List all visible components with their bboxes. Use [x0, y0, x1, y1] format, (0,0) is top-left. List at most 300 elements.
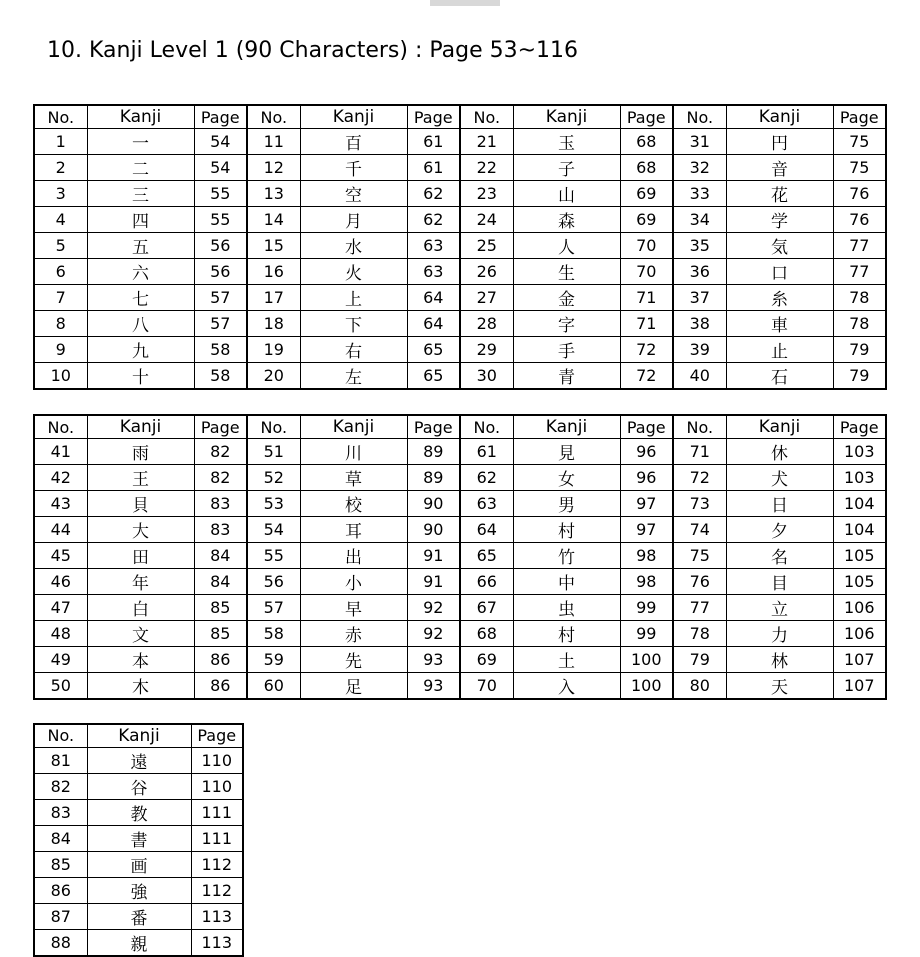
kanji-page: 65	[407, 363, 460, 390]
kanji-number: 5	[34, 233, 87, 259]
table-row	[34, 491, 886, 517]
kanji-number: 71	[673, 439, 726, 465]
kanji-page: 105	[833, 569, 886, 595]
kanji-character: 七	[87, 285, 194, 311]
kanji-number: 52	[247, 465, 300, 491]
kanji-page: 103	[833, 465, 886, 491]
kanji-page: 84	[194, 543, 247, 569]
kanji-character: 足	[300, 673, 407, 700]
kanji-character: 出	[300, 543, 407, 569]
kanji-number: 62	[460, 465, 513, 491]
kanji-page: 58	[194, 363, 247, 390]
kanji-number: 54	[247, 517, 300, 543]
header-row	[34, 105, 886, 129]
kanji-number: 80	[673, 673, 726, 700]
kanji-character: 気	[726, 233, 833, 259]
kanji-character: 八	[87, 311, 194, 337]
kanji-number: 65	[460, 543, 513, 569]
kanji-page: 89	[407, 439, 460, 465]
kanji-number: 16	[247, 259, 300, 285]
kanji-page: 76	[833, 181, 886, 207]
kanji-number: 70	[460, 673, 513, 700]
kanji-number: 84	[34, 825, 87, 851]
col-header-no: No.	[34, 724, 87, 747]
table-row	[34, 233, 886, 259]
kanji-character: 草	[300, 465, 407, 491]
kanji-number: 6	[34, 259, 87, 285]
kanji-character: 村	[513, 621, 620, 647]
kanji-number: 23	[460, 181, 513, 207]
kanji-number: 58	[247, 621, 300, 647]
table-row	[34, 647, 886, 673]
kanji-character: 木	[87, 673, 194, 700]
kanji-character: 立	[726, 595, 833, 621]
kanji-page: 104	[833, 517, 886, 543]
kanji-character: 強	[87, 877, 191, 903]
kanji-number: 88	[34, 929, 87, 956]
kanji-page: 79	[833, 337, 886, 363]
table-row	[34, 337, 886, 363]
kanji-character: 番	[87, 903, 191, 929]
kanji-number: 59	[247, 647, 300, 673]
kanji-number: 53	[247, 491, 300, 517]
kanji-character: 犬	[726, 465, 833, 491]
kanji-table-2	[33, 414, 887, 700]
kanji-character: 百	[300, 129, 407, 155]
col-header-page: Page	[191, 724, 243, 747]
kanji-character: 年	[87, 569, 194, 595]
kanji-page: 77	[833, 233, 886, 259]
kanji-page: 65	[407, 337, 460, 363]
kanji-page: 103	[833, 439, 886, 465]
kanji-character: 字	[513, 311, 620, 337]
kanji-page: 99	[620, 621, 673, 647]
kanji-page: 57	[194, 285, 247, 311]
kanji-number: 18	[247, 311, 300, 337]
table-row	[34, 517, 886, 543]
kanji-table-3	[33, 723, 244, 957]
table-row	[34, 155, 886, 181]
table-row	[34, 129, 886, 155]
kanji-page: 83	[194, 517, 247, 543]
kanji-number: 73	[673, 491, 726, 517]
kanji-number: 57	[247, 595, 300, 621]
kanji-page: 61	[407, 155, 460, 181]
col-header-no: No.	[247, 105, 300, 129]
kanji-page: 63	[407, 259, 460, 285]
kanji-character: 月	[300, 207, 407, 233]
kanji-page: 75	[833, 129, 886, 155]
kanji-page: 90	[407, 491, 460, 517]
kanji-character: 子	[513, 155, 620, 181]
kanji-character: 千	[300, 155, 407, 181]
table-row	[34, 543, 886, 569]
kanji-character: 早	[300, 595, 407, 621]
kanji-number: 31	[673, 129, 726, 155]
kanji-character: 天	[726, 673, 833, 700]
kanji-page: 75	[833, 155, 886, 181]
kanji-number: 30	[460, 363, 513, 390]
col-header-page: Page	[194, 105, 247, 129]
kanji-number: 51	[247, 439, 300, 465]
kanji-number: 82	[34, 773, 87, 799]
kanji-character: 糸	[726, 285, 833, 311]
kanji-number: 79	[673, 647, 726, 673]
col-header-page: Page	[620, 415, 673, 439]
kanji-number: 7	[34, 285, 87, 311]
kanji-number: 48	[34, 621, 87, 647]
kanji-page: 83	[194, 491, 247, 517]
kanji-character: 力	[726, 621, 833, 647]
kanji-number: 66	[460, 569, 513, 595]
kanji-page: 96	[620, 439, 673, 465]
kanji-page: 113	[191, 929, 243, 956]
col-header-page: Page	[833, 105, 886, 129]
kanji-number: 4	[34, 207, 87, 233]
kanji-number: 11	[247, 129, 300, 155]
table-row	[34, 929, 243, 956]
kanji-page: 64	[407, 311, 460, 337]
kanji-character: 雨	[87, 439, 194, 465]
kanji-number: 24	[460, 207, 513, 233]
col-header-kanji: Kanji	[300, 415, 407, 439]
table-row	[34, 673, 886, 700]
kanji-page: 104	[833, 491, 886, 517]
kanji-page: 107	[833, 647, 886, 673]
kanji-page: 100	[620, 647, 673, 673]
kanji-character: 校	[300, 491, 407, 517]
kanji-number: 74	[673, 517, 726, 543]
kanji-character: 生	[513, 259, 620, 285]
kanji-number: 47	[34, 595, 87, 621]
kanji-page: 76	[833, 207, 886, 233]
kanji-page: 111	[191, 799, 243, 825]
kanji-character: 一	[87, 129, 194, 155]
kanji-number: 64	[460, 517, 513, 543]
kanji-page: 72	[620, 337, 673, 363]
kanji-page: 86	[194, 673, 247, 700]
kanji-page: 92	[407, 595, 460, 621]
kanji-number: 45	[34, 543, 87, 569]
kanji-page: 92	[407, 621, 460, 647]
kanji-number: 17	[247, 285, 300, 311]
kanji-page: 106	[833, 595, 886, 621]
kanji-page: 84	[194, 569, 247, 595]
kanji-page: 86	[194, 647, 247, 673]
kanji-page: 56	[194, 233, 247, 259]
kanji-page: 107	[833, 673, 886, 700]
kanji-character: 虫	[513, 595, 620, 621]
kanji-page: 93	[407, 647, 460, 673]
col-header-kanji: Kanji	[513, 105, 620, 129]
kanji-character: 車	[726, 311, 833, 337]
kanji-character: 目	[726, 569, 833, 595]
kanji-number: 38	[673, 311, 726, 337]
kanji-character: 止	[726, 337, 833, 363]
kanji-character: 六	[87, 259, 194, 285]
kanji-page: 63	[407, 233, 460, 259]
col-header-kanji: Kanji	[513, 415, 620, 439]
kanji-character: 耳	[300, 517, 407, 543]
kanji-page: 72	[620, 363, 673, 390]
kanji-number: 61	[460, 439, 513, 465]
kanji-number: 41	[34, 439, 87, 465]
col-header-no: No.	[460, 415, 513, 439]
col-header-no: No.	[247, 415, 300, 439]
kanji-number: 63	[460, 491, 513, 517]
kanji-number: 28	[460, 311, 513, 337]
kanji-number: 36	[673, 259, 726, 285]
kanji-character: 田	[87, 543, 194, 569]
kanji-character: 文	[87, 621, 194, 647]
kanji-character: 山	[513, 181, 620, 207]
kanji-number: 1	[34, 129, 87, 155]
kanji-character: 画	[87, 851, 191, 877]
table-row	[34, 877, 243, 903]
kanji-character: 水	[300, 233, 407, 259]
kanji-number: 60	[247, 673, 300, 700]
col-header-kanji: Kanji	[87, 724, 191, 747]
kanji-character: 男	[513, 491, 620, 517]
kanji-page: 71	[620, 311, 673, 337]
kanji-page: 70	[620, 259, 673, 285]
table-row	[34, 311, 886, 337]
kanji-character: 先	[300, 647, 407, 673]
kanji-number: 26	[460, 259, 513, 285]
kanji-page: 77	[833, 259, 886, 285]
kanji-number: 77	[673, 595, 726, 621]
kanji-character: 三	[87, 181, 194, 207]
kanji-character: 村	[513, 517, 620, 543]
kanji-table-1	[33, 104, 887, 390]
kanji-page: 85	[194, 595, 247, 621]
kanji-character: 十	[87, 363, 194, 390]
kanji-character: 人	[513, 233, 620, 259]
kanji-page: 56	[194, 259, 247, 285]
kanji-number: 2	[34, 155, 87, 181]
kanji-page: 105	[833, 543, 886, 569]
kanji-page: 82	[194, 439, 247, 465]
kanji-character: 左	[300, 363, 407, 390]
kanji-page: 68	[620, 155, 673, 181]
kanji-number: 9	[34, 337, 87, 363]
kanji-number: 50	[34, 673, 87, 700]
kanji-number: 10	[34, 363, 87, 390]
kanji-character: 右	[300, 337, 407, 363]
kanji-number: 25	[460, 233, 513, 259]
kanji-character: 書	[87, 825, 191, 851]
kanji-number: 83	[34, 799, 87, 825]
kanji-number: 86	[34, 877, 87, 903]
kanji-number: 85	[34, 851, 87, 877]
kanji-page: 78	[833, 311, 886, 337]
kanji-page: 55	[194, 181, 247, 207]
kanji-number: 19	[247, 337, 300, 363]
col-header-no: No.	[460, 105, 513, 129]
kanji-page: 70	[620, 233, 673, 259]
kanji-character: 本	[87, 647, 194, 673]
kanji-number: 32	[673, 155, 726, 181]
kanji-number: 15	[247, 233, 300, 259]
kanji-character: 王	[87, 465, 194, 491]
kanji-character: 林	[726, 647, 833, 673]
kanji-page: 91	[407, 543, 460, 569]
kanji-character: 貝	[87, 491, 194, 517]
kanji-page: 100	[620, 673, 673, 700]
kanji-character: 森	[513, 207, 620, 233]
kanji-number: 72	[673, 465, 726, 491]
kanji-character: 名	[726, 543, 833, 569]
col-header-page: Page	[407, 105, 460, 129]
kanji-number: 49	[34, 647, 87, 673]
kanji-character: 川	[300, 439, 407, 465]
kanji-page: 58	[194, 337, 247, 363]
table-row	[34, 363, 886, 390]
table-row	[34, 285, 886, 311]
kanji-character: 火	[300, 259, 407, 285]
kanji-number: 87	[34, 903, 87, 929]
kanji-page: 54	[194, 155, 247, 181]
col-header-no: No.	[673, 415, 726, 439]
table-row	[34, 569, 886, 595]
kanji-number: 37	[673, 285, 726, 311]
header-row	[34, 415, 886, 439]
table-row	[34, 439, 886, 465]
table-row	[34, 621, 886, 647]
kanji-page: 89	[407, 465, 460, 491]
kanji-number: 76	[673, 569, 726, 595]
col-header-page: Page	[194, 415, 247, 439]
kanji-character: 日	[726, 491, 833, 517]
top-page-edge	[430, 0, 500, 6]
kanji-character: 空	[300, 181, 407, 207]
col-header-page: Page	[833, 415, 886, 439]
col-header-kanji: Kanji	[726, 415, 833, 439]
kanji-page: 82	[194, 465, 247, 491]
kanji-character: 夕	[726, 517, 833, 543]
kanji-character: 谷	[87, 773, 191, 799]
kanji-number: 67	[460, 595, 513, 621]
kanji-number: 34	[673, 207, 726, 233]
kanji-character: 教	[87, 799, 191, 825]
kanji-page: 61	[407, 129, 460, 155]
kanji-number: 43	[34, 491, 87, 517]
kanji-page: 91	[407, 569, 460, 595]
kanji-number: 39	[673, 337, 726, 363]
table-row	[34, 747, 243, 773]
table-row	[34, 207, 886, 233]
table-row	[34, 825, 243, 851]
kanji-character: 中	[513, 569, 620, 595]
kanji-page: 96	[620, 465, 673, 491]
kanji-page: 69	[620, 207, 673, 233]
kanji-number: 20	[247, 363, 300, 390]
kanji-page: 97	[620, 517, 673, 543]
kanji-number: 81	[34, 747, 87, 773]
kanji-page: 110	[191, 747, 243, 773]
kanji-number: 75	[673, 543, 726, 569]
kanji-number: 55	[247, 543, 300, 569]
kanji-character: 九	[87, 337, 194, 363]
kanji-page: 99	[620, 595, 673, 621]
kanji-character: 竹	[513, 543, 620, 569]
kanji-page: 69	[620, 181, 673, 207]
table-row	[34, 851, 243, 877]
kanji-character: 親	[87, 929, 191, 956]
table-row	[34, 595, 886, 621]
kanji-page: 112	[191, 851, 243, 877]
kanji-character: 金	[513, 285, 620, 311]
kanji-number: 27	[460, 285, 513, 311]
kanji-number: 3	[34, 181, 87, 207]
table-row	[34, 903, 243, 929]
col-header-kanji: Kanji	[87, 415, 194, 439]
kanji-character: 赤	[300, 621, 407, 647]
header-row	[34, 724, 243, 747]
col-header-kanji: Kanji	[87, 105, 194, 129]
kanji-character: 下	[300, 311, 407, 337]
kanji-character: 四	[87, 207, 194, 233]
kanji-character: 女	[513, 465, 620, 491]
kanji-number: 21	[460, 129, 513, 155]
kanji-character: 大	[87, 517, 194, 543]
kanji-character: 白	[87, 595, 194, 621]
page-title: 10. Kanji Level 1 (90 Characters) : Page 53~116	[47, 38, 579, 63]
kanji-number: 44	[34, 517, 87, 543]
col-header-page: Page	[407, 415, 460, 439]
kanji-character: 見	[513, 439, 620, 465]
kanji-page: 55	[194, 207, 247, 233]
kanji-page: 113	[191, 903, 243, 929]
kanji-character: 上	[300, 285, 407, 311]
kanji-character: 小	[300, 569, 407, 595]
kanji-page: 54	[194, 129, 247, 155]
kanji-page: 90	[407, 517, 460, 543]
kanji-number: 69	[460, 647, 513, 673]
col-header-kanji: Kanji	[300, 105, 407, 129]
kanji-page: 93	[407, 673, 460, 700]
kanji-page: 111	[191, 825, 243, 851]
kanji-number: 22	[460, 155, 513, 181]
kanji-page: 79	[833, 363, 886, 390]
kanji-page: 62	[407, 207, 460, 233]
kanji-character: 学	[726, 207, 833, 233]
kanji-page: 98	[620, 569, 673, 595]
col-header-page: Page	[620, 105, 673, 129]
kanji-character: 円	[726, 129, 833, 155]
kanji-number: 29	[460, 337, 513, 363]
kanji-number: 78	[673, 621, 726, 647]
kanji-page: 62	[407, 181, 460, 207]
kanji-page: 68	[620, 129, 673, 155]
kanji-page: 78	[833, 285, 886, 311]
kanji-page: 64	[407, 285, 460, 311]
kanji-character: 二	[87, 155, 194, 181]
table-row	[34, 799, 243, 825]
table-row	[34, 773, 243, 799]
kanji-number: 40	[673, 363, 726, 390]
kanji-character: 花	[726, 181, 833, 207]
kanji-character: 石	[726, 363, 833, 390]
kanji-number: 8	[34, 311, 87, 337]
kanji-character: 玉	[513, 129, 620, 155]
kanji-character: 音	[726, 155, 833, 181]
kanji-number: 68	[460, 621, 513, 647]
kanji-page: 57	[194, 311, 247, 337]
kanji-number: 14	[247, 207, 300, 233]
kanji-page: 97	[620, 491, 673, 517]
col-header-no: No.	[34, 105, 87, 129]
